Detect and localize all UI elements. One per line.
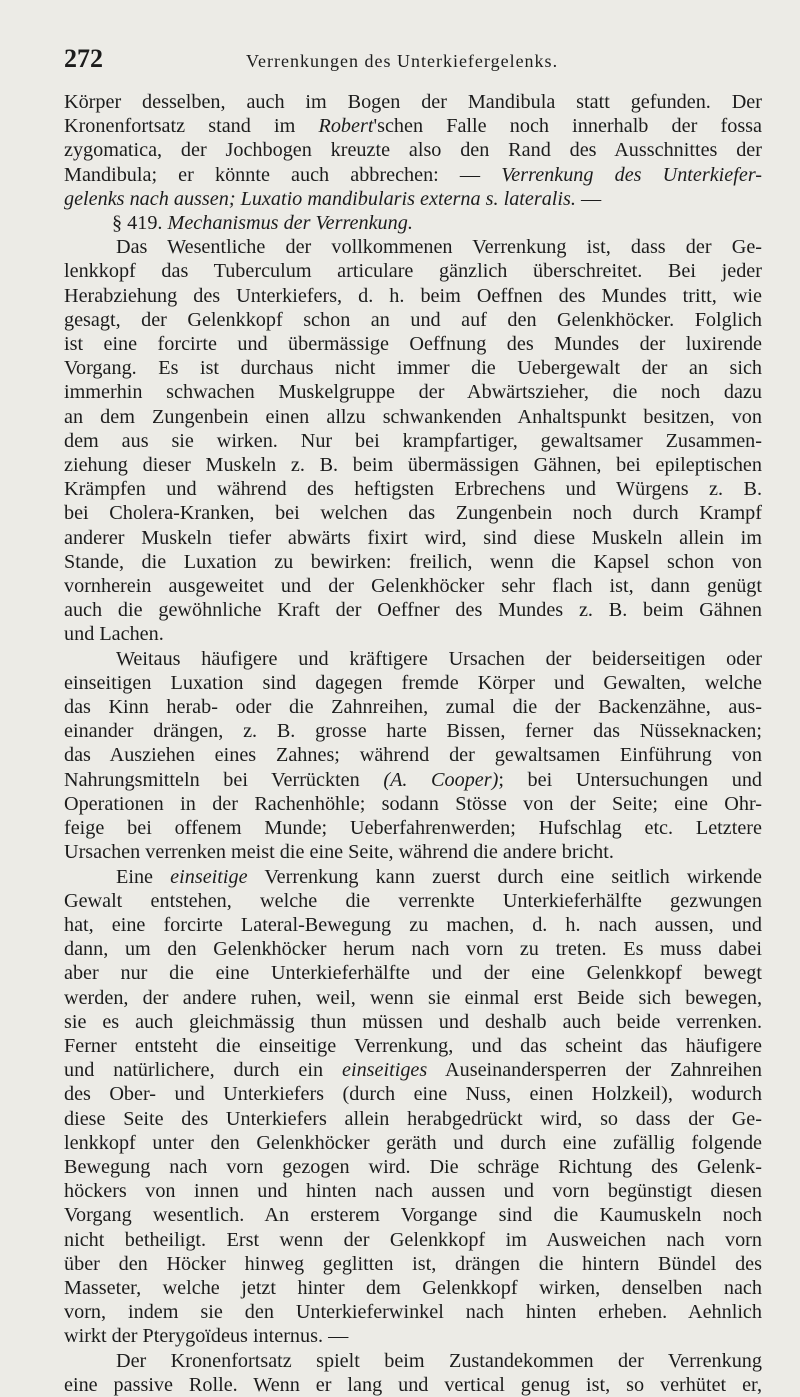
text-line: § 419. Mechanismus der Verrenkung. bbox=[112, 212, 413, 235]
text-line: wirkt der Pterygoïdeus internus. — bbox=[64, 1325, 349, 1348]
text-line: Vorgang wesentlich. An ersterem Vorgange sind die Kaumuskeln noch bbox=[64, 1204, 762, 1227]
text-line: dem aus sie wirken. Nur bei krampfartiger, gewaltsamer Zusammen- bbox=[64, 429, 762, 452]
text-line: Bewegung nach vorn gezogen wird. Die schräge Richtung des Gelenk- bbox=[64, 1155, 762, 1178]
text-line: immerhin schwachen Muskelgruppe der Abwärtszieher, die noch dazu bbox=[64, 381, 762, 404]
body-text bbox=[64, 90, 762, 1397]
text-line: lenkkopf das Tuberculum articulare gänzlich überschreitet. Bei jeder bbox=[64, 260, 762, 283]
running-head: Verrenkungen des Unterkiefergelenks. bbox=[246, 51, 559, 71]
text-line: werden, der andere ruhen, weil, wenn sie einmal erst Beide sich bewegen, bbox=[64, 986, 762, 1009]
text-line: sie es auch gleichmässig thun müssen und deshalb auch beide verrenken. bbox=[64, 1010, 762, 1033]
text-line: einseitigen Luxation sind dagegen fremde Körper und Gewalten, welche bbox=[64, 671, 762, 694]
text-line: gesagt, der Gelenkkopf schon an und auf den Gelenkhöcker. Folglich bbox=[64, 308, 762, 331]
text-line: anderer Muskeln tiefer abwärts fixirt wird, sind diese Muskeln allein im bbox=[64, 526, 762, 549]
text-line: höckers von innen und hinten nach aussen und vorn begünstigt diesen bbox=[64, 1180, 762, 1203]
text-line: Herabziehung des Unterkiefers, d. h. beim Oeffnen des Mundes tritt, wie bbox=[64, 284, 762, 307]
text-line: das Ausziehen eines Zahnes; während der gewaltsamen Einführung von bbox=[64, 744, 762, 767]
text-line: Ferner entsteht die einseitige Verrenkung, und das scheint das häufigere bbox=[64, 1034, 762, 1057]
text-line: gelenks nach aussen; Luxatio mandibularis externa s. lateralis. — bbox=[64, 187, 602, 210]
page-number: 272 bbox=[64, 44, 103, 73]
text-line: das Kinn herab- oder die Zahnreihen, zumal die der Backenzähne, aus- bbox=[64, 696, 762, 719]
text-line: hat, eine forcirte Lateral-Bewegung zu machen, d. h. nach aussen, und bbox=[64, 913, 762, 936]
text-line: aber nur die eine Unterkieferhälfte und der eine Gelenkkopf bewegt bbox=[64, 962, 762, 985]
text-line: bei Cholera-Kranken, bei welchen das Zungenbein noch durch Krampf bbox=[64, 502, 762, 525]
text-line: ziehung dieser Muskeln z. B. beim übermässigen Gähnen, bei epileptischen bbox=[64, 454, 762, 477]
text-line: an dem Zungenbein einen allzu schwankenden Anhaltspunkt besitzen, von bbox=[64, 405, 762, 428]
page-header bbox=[64, 44, 762, 84]
text-line: Krämpfen und während des heftigsten Erbrechens und Würgens z. B. bbox=[64, 478, 762, 501]
text-line: dann, um den Gelenkhöcker herum nach vorn zu treten. Es muss dabei bbox=[64, 938, 762, 961]
text-line: zygomatica, der Jochbogen kreuzte also den Rand des Ausschnittes der bbox=[64, 139, 762, 162]
text-line: ist eine forcirte und übermässige Oeffnung des Mundes der luxirende bbox=[64, 333, 762, 356]
text-line: Gewalt entstehen, welche die verrenkte Unterkieferhälfte gezwungen bbox=[64, 889, 762, 912]
text-line: und natürlichere, durch ein einseitiges Auseinandersperren der Zahnreihen bbox=[64, 1059, 762, 1082]
text-line: Vorgang. Es ist durchaus nicht immer die Uebergewalt der an sich bbox=[64, 357, 762, 380]
text-line: Das Wesentliche der vollkommenen Verrenkung ist, dass der Ge- bbox=[116, 236, 762, 259]
text-line: Weitaus häufigere und kräftigere Ursachen der beiderseitigen oder bbox=[116, 647, 762, 670]
text-line: Nahrungsmitteln bei Verrückten (A. Cooper); bei Untersuchungen und bbox=[64, 768, 763, 791]
text-line: des Ober- und Unterkiefers (durch eine Nuss, einen Holzkeil), wodurch bbox=[64, 1083, 762, 1106]
text-line: und Lachen. bbox=[64, 623, 164, 646]
text-line: Körper desselben, auch im Bogen der Mandibula statt gefunden. Der bbox=[64, 91, 762, 113]
text-line: Kronenfortsatz stand im Robert'schen Falle noch innerhalb der fossa bbox=[64, 115, 762, 138]
text-line: Der Kronenfortsatz spielt beim Zustandekommen der Verrenkung bbox=[116, 1349, 762, 1372]
text-line: auch die gewöhnliche Kraft der Oeffner des Mundes z. B. beim Gähnen bbox=[64, 599, 762, 622]
text-line: Masseter, welche jetzt hinter dem Gelenkkopf wirken, denselben nach bbox=[64, 1276, 762, 1299]
text-line: feige bei offenem Munde; Ueberfahrenwerden; Hufschlag etc. Letztere bbox=[64, 817, 762, 840]
text-line: vorn, indem sie den Unterkieferwinkel nach hinten erheben. Aehnlich bbox=[64, 1301, 762, 1324]
text-line: über den Höcker hinweg geglitten ist, drängen die hintern Bündel des bbox=[64, 1252, 762, 1275]
text-line: Eine einseitige Verrenkung kann zuerst durch eine seitlich wirkende bbox=[116, 865, 762, 888]
text-line: einander drängen, z. B. grosse harte Bissen, ferner das Nüsseknacken; bbox=[64, 720, 762, 743]
text-line: vornherein ausgeweitet und der Gelenkhöcker sehr flach ist, dann genügt bbox=[64, 575, 762, 598]
text-line: lenkkopf unter den Gelenkhöcker geräth und durch eine zufällig folgende bbox=[64, 1131, 762, 1154]
text-line: eine passive Rolle. Wenn er lang und vertical genug ist, so verhütet er, bbox=[64, 1373, 762, 1396]
text-line: nicht betheiligt. Erst wenn der Gelenkkopf im Ausweichen nach vorn bbox=[64, 1228, 762, 1251]
text-line: diese Seite des Unterkiefers allein herabgedrückt wird, so dass der Ge- bbox=[64, 1107, 762, 1130]
text-line: Stande, die Luxation zu bewirken: freilich, wenn die Kapsel schon von bbox=[64, 550, 762, 573]
text-line: Ursachen verrenken meist die eine Seite, während die andere bricht. bbox=[64, 841, 614, 864]
text-line: Operationen in der Rachenhöhle; sodann Stösse von der Seite; eine Ohr- bbox=[64, 792, 762, 815]
text-line: Mandibula; er könnte auch abbrechen: — Verrenkung des Unterkiefer- bbox=[64, 163, 762, 186]
